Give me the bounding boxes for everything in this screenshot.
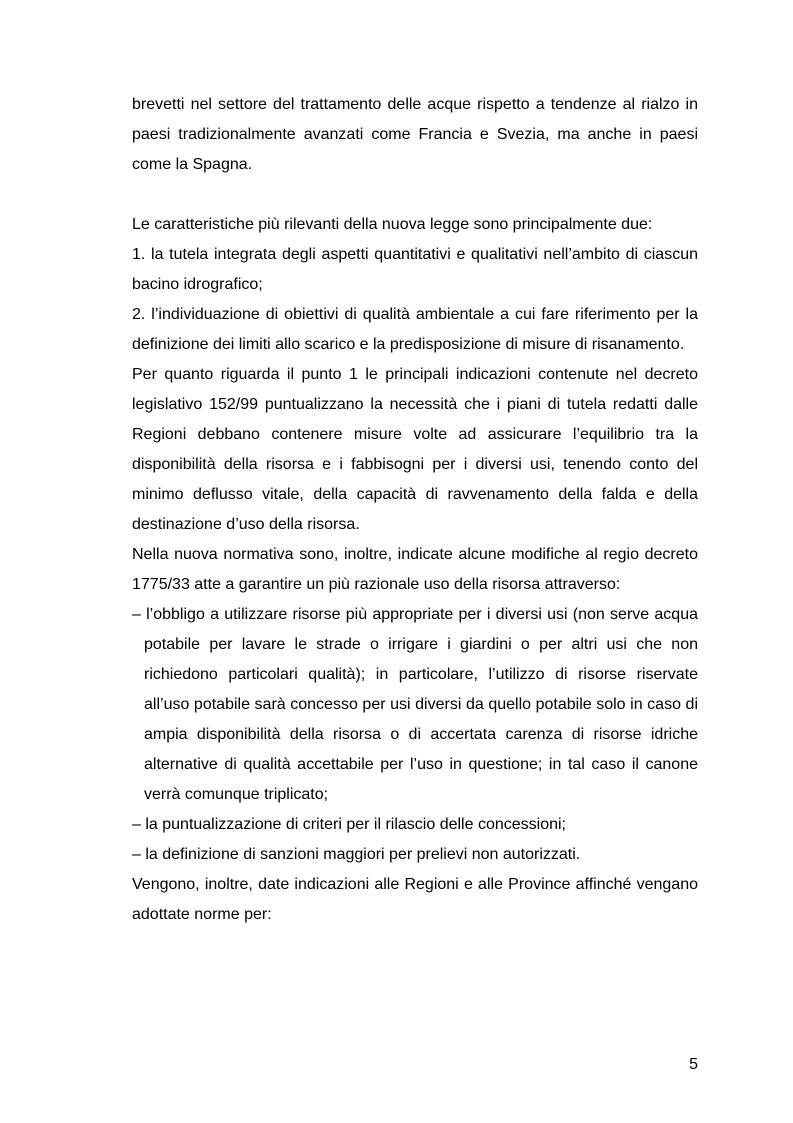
dash-item-2-text: – la puntualizzazione di criteri per il rilascio delle concessioni; (132, 816, 566, 833)
dash-item-3-text: – la definizione di sanzioni maggiori per prelievi non autorizzati. (132, 846, 581, 863)
paragraph-gap (132, 180, 698, 210)
page-number: 5 (689, 1056, 698, 1073)
document-body (132, 90, 698, 930)
paragraph-continuation: brevetti nel settore del trattamento delle acque rispetto a tendenze al rialzo in paesi tradizionalmente avanzati come Francia e Svezia, ma anche in paesi come la Spagna. (132, 96, 698, 173)
paragraph-closing: Vengono, inoltre, date indicazioni alle Regioni e alle Province affinché vengano adottate norme per: (132, 876, 698, 923)
dash-item-2 (132, 810, 698, 840)
paragraph-intro: Le caratteristiche più rilevanti della nuova legge sono principalmente due: (132, 216, 653, 233)
dash-item-3 (132, 840, 698, 870)
dash-item-1 (132, 600, 698, 810)
paragraph-normativa: Nella nuova normativa sono, inoltre, indicate alcune modifiche al regio decreto 1775/33 atte a garantire un più razionale uso della risorsa attraverso: (132, 546, 698, 593)
paragraph-point-1: Per quanto riguarda il punto 1 le principali indicazioni contenute nel decreto legislativo 152/99 puntualizzano la necessità che i piani di tutela redatti dalle Regioni debbano contenere misure volte ad assicurare l’equilibrio tra la disponibilità della risorsa e i fabbisogni per i diversi usi, tenendo conto del minimo deflusso vitale, della capacità di ravvenamento della falda e della destinazione d’uso della risorsa. (132, 366, 698, 533)
dash-item-1-text: – l’obbligo a utilizzare risorse più appropriate per i diversi usi (non serve acqua potabile per lavare le strade o irrigare i giardini o per altri usi che non richiedono particolari qualità); in particolare, l’utilizzo di risorse riservate all’uso potabile sarà concesso per usi diversi da quello potabile solo in caso di ampia disponibilità della risorsa o di accertata carenza di risorse idriche alternative di qualità accettabile per l’uso in questione; in tal caso il canone verrà comunque triplicato; (132, 606, 698, 803)
numbered-item-2: 2. l’individuazione di obiettivi di qualità ambientale a cui fare riferimento per la definizione dei limiti allo scarico e la predisposizione di misure di risanamento. (132, 306, 698, 353)
numbered-item-1: 1. la tutela integrata degli aspetti quantitativi e qualitativi nell’ambito di ciascun bacino idrografico; (132, 246, 698, 293)
